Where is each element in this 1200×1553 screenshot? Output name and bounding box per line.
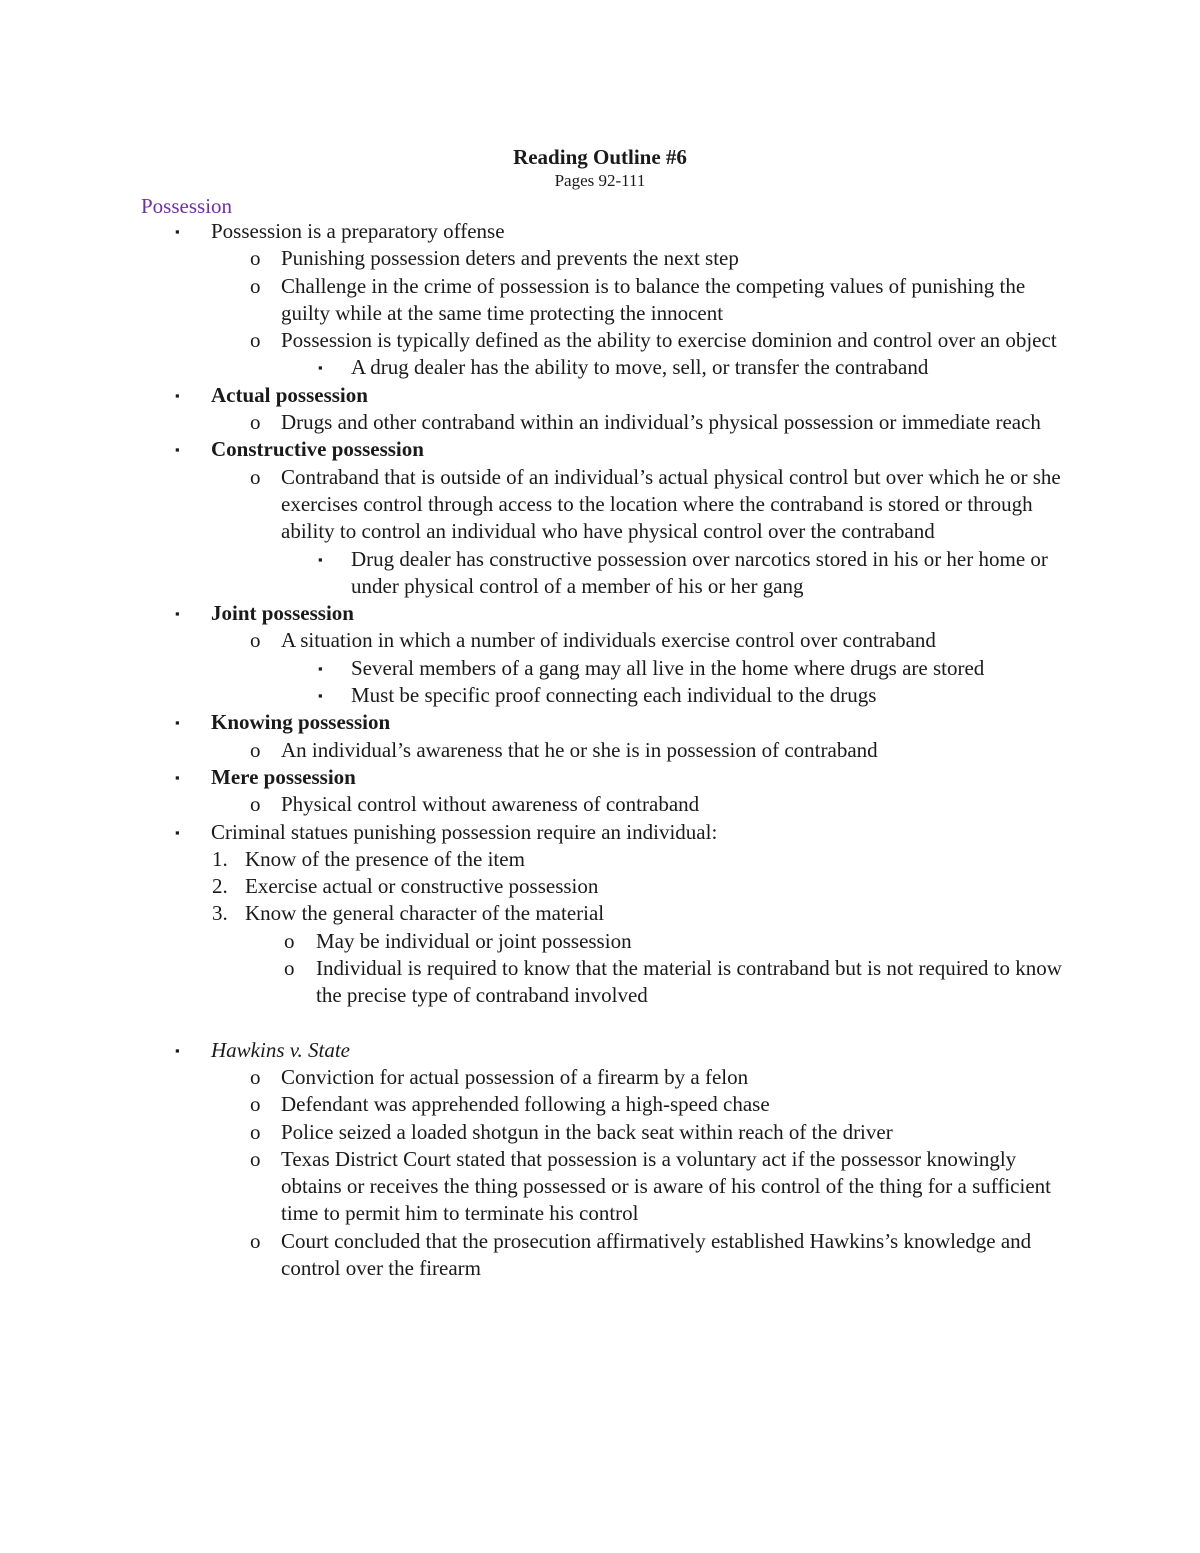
- outline-item: [0, 1146, 1200, 1228]
- bullet-circle-icon: o: [284, 928, 295, 953]
- outline-item-text: Joint possession: [211, 601, 354, 626]
- bullet-circle-icon: o: [250, 1064, 261, 1089]
- bullet-square-icon: ▪: [175, 1042, 180, 1058]
- outline-item-text: Several members of a gang may all live in the home where drugs are stored: [351, 655, 985, 680]
- bullet-circle-icon: o: [250, 246, 261, 271]
- outline-item: [0, 464, 1200, 546]
- outline-item-text: May be individual or joint possession: [316, 928, 632, 953]
- bullet-square-icon: ▪: [175, 606, 180, 622]
- outline-item-text: Physical control without awareness of contraband: [281, 792, 700, 817]
- outline-item-text: Hawkins v. State: [211, 1037, 351, 1062]
- outline-item-text: Constructive possession: [211, 437, 424, 462]
- bullet-circle-icon: o: [250, 1092, 261, 1117]
- outline-item: [0, 819, 1200, 846]
- outline-item-text: Challenge in the crime of possession is to balance the competing values of punishing the guilty while at the same time protecting the innocent: [281, 273, 1026, 325]
- outline-item-text: A situation in which a number of individuals exercise control over contraband: [281, 628, 936, 653]
- outline-item-text: Possession is typically defined as the ability to exercise dominion and control over an object: [281, 328, 1057, 353]
- bullet-square-icon: ▪: [175, 442, 180, 458]
- outline-item-text: Mere possession: [211, 764, 356, 789]
- outline-item-text: Possession is a preparatory offense: [211, 219, 505, 243]
- bullet-square-icon: ▪: [318, 551, 323, 567]
- outline-item: [0, 273, 1200, 328]
- outline-item-text: Know the general character of the material: [245, 901, 605, 926]
- outline-item-text: Defendant was apprehended following a high-speed chase: [281, 1092, 770, 1117]
- outline-item-text: Criminal statues punishing possession require an individual:: [211, 819, 718, 844]
- outline-item: [0, 1064, 1200, 1091]
- bullet-square-icon: ▪: [175, 824, 180, 840]
- outline-item: [0, 873, 1200, 900]
- outline-item-text: Drug dealer has constructive possession over narcotics stored in his or her home or under physical control of a member of his or her gang: [351, 546, 1048, 598]
- outline-item-text: Conviction for actual possession of a firearm by a felon: [281, 1064, 749, 1089]
- outline-item-text: Exercise actual or constructive possession: [245, 874, 599, 899]
- outline-item: [0, 409, 1200, 436]
- outline-item-text: Knowing possession: [211, 710, 391, 735]
- bullet-circle-icon: o: [250, 273, 261, 298]
- bullet-circle-icon: o: [250, 410, 261, 435]
- outline-item-text: A drug dealer has the ability to move, sell, or transfer the contraband: [351, 355, 929, 380]
- outline-item-text: Know of the presence of the item: [245, 846, 525, 871]
- outline-item: [0, 354, 1200, 381]
- outline-item: [0, 1228, 1200, 1283]
- outline-item: [0, 655, 1200, 682]
- outline-item-text: Contraband that is outside of an individual’s actual physical control but over which he or she exercises control through access to the location where the contraband is stored or through ability to control an individual who have physical control over the contraband: [281, 464, 1061, 544]
- outline-item: [0, 791, 1200, 818]
- bullet-circle-icon: o: [250, 328, 261, 353]
- outline-item-text: Police seized a loaded shotgun in the back seat within reach of the driver: [281, 1119, 893, 1144]
- outline-item: [0, 1037, 1200, 1064]
- bullet-square-icon: ▪: [318, 660, 323, 676]
- outline-item: [0, 900, 1200, 927]
- bullet-circle-icon: o: [250, 1119, 261, 1144]
- outline-item: [0, 600, 1200, 627]
- outline-item-text: Texas District Court stated that possession is a voluntary act if the possessor knowingly obtains or receives the thing possessed or is aware of his control of the thing for a sufficient time to permit him to terminate his control: [281, 1146, 1051, 1226]
- bullet-circle-icon: o: [250, 1146, 261, 1171]
- outline-item: [0, 955, 1200, 1010]
- outline-item: [0, 218, 1200, 245]
- outline-item-text: An individual’s awareness that he or she is in possession of contraband: [281, 737, 878, 762]
- list-number: 3.: [212, 901, 228, 926]
- bullet-square-icon: ▪: [175, 224, 180, 239]
- outline-item: [0, 382, 1200, 409]
- outline-item-text: Must be specific proof connecting each individual to the drugs: [351, 683, 877, 708]
- bullet-circle-icon: o: [250, 1228, 261, 1253]
- section-heading: Possession: [141, 194, 233, 218]
- outline-item-text: Court concluded that the prosecution affirmatively established Hawkins’s knowledge and control over the firearm: [281, 1228, 1032, 1280]
- outline-item: [0, 709, 1200, 736]
- outline-item: [0, 546, 1200, 601]
- outline-item-text: Drugs and other contraband within an individual’s physical possession or immediate reach: [281, 410, 1041, 435]
- document-title: Reading Outline #6: [513, 145, 687, 169]
- outline-item: [0, 928, 1200, 955]
- outline-item: [0, 1119, 1200, 1146]
- document-subtitle: Pages 92-111: [554, 171, 646, 190]
- outline-item-text: Punishing possession deters and prevents the next step: [281, 246, 739, 271]
- bullet-square-icon: ▪: [175, 387, 180, 403]
- bullet-square-icon: ▪: [175, 715, 180, 731]
- bullet-square-icon: ▪: [318, 360, 323, 376]
- outline-item: [0, 682, 1200, 709]
- bullet-square-icon: ▪: [175, 769, 180, 785]
- outline-item-text: Individual is required to know that the material is contraband but is not required to know the precise type of contraband involved: [316, 956, 1062, 1008]
- bullet-circle-icon: o: [250, 792, 261, 817]
- outline-item: [0, 327, 1200, 354]
- list-number: 2.: [212, 874, 228, 899]
- outline-item: [0, 627, 1200, 654]
- blank-line: [0, 1010, 1200, 1037]
- outline-list: [0, 218, 1200, 1282]
- outline-item: [0, 436, 1200, 463]
- outline-item: [0, 1091, 1200, 1118]
- outline-item: [0, 245, 1200, 272]
- bullet-circle-icon: o: [250, 737, 261, 762]
- bullet-circle-icon: o: [284, 956, 295, 981]
- outline-item-text: Actual possession: [211, 382, 368, 407]
- outline-item: [0, 737, 1200, 764]
- bullet-square-icon: ▪: [318, 688, 323, 704]
- outline-item: [0, 846, 1200, 873]
- bullet-circle-icon: o: [250, 464, 261, 489]
- bullet-circle-icon: o: [250, 628, 261, 653]
- outline-item: [0, 764, 1200, 791]
- list-number: 1.: [212, 846, 228, 871]
